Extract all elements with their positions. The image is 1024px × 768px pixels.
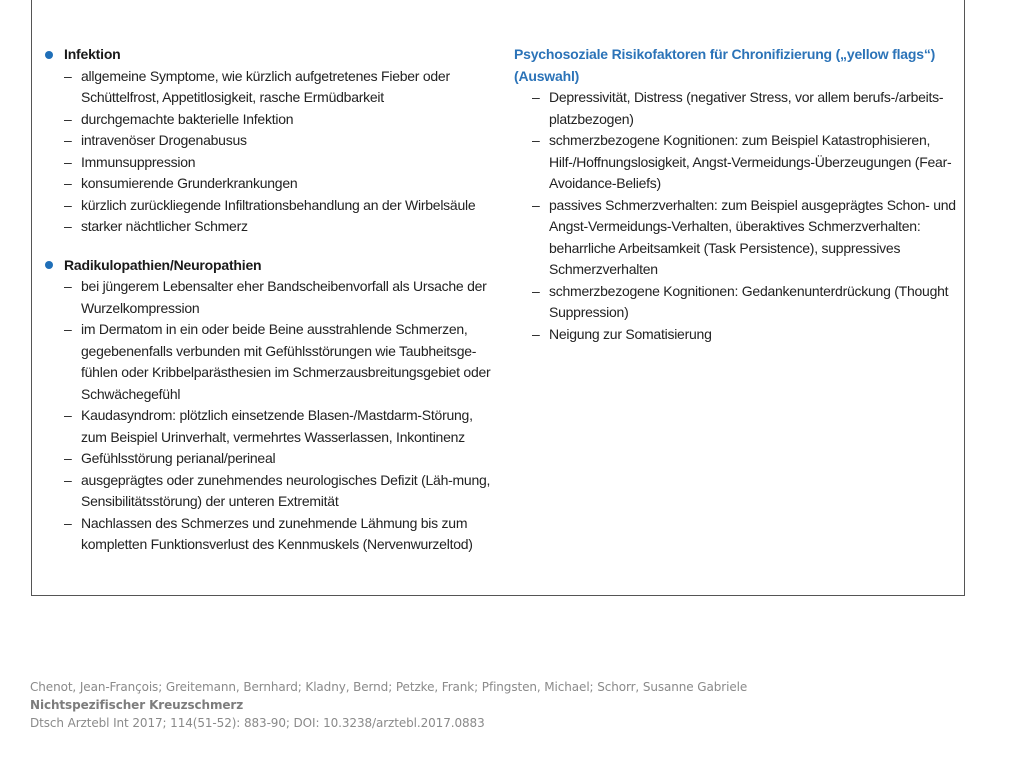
dash-icon: –	[64, 321, 72, 337]
red-flags-column	[43, 44, 493, 573]
section-heading	[43, 255, 493, 277]
list-item: – Gefühlsstörung perianal/perineal	[43, 448, 493, 470]
section-radikulopathien	[43, 255, 493, 556]
citation-title: Nichtspezifischer Kreuzschmerz	[30, 698, 244, 712]
dash-icon: –	[64, 407, 72, 423]
list-item: – schmerzbezogene Kognitionen: Gedankenunterdrückung (Thought Suppression)	[514, 281, 959, 324]
bullet-icon	[45, 51, 53, 59]
list-item: – starker nächtlicher Schmerz	[43, 216, 493, 238]
dash-icon: –	[64, 110, 72, 127]
dash-icon: –	[532, 282, 540, 299]
dash-icon: –	[532, 89, 540, 105]
list-item: – Depressivität, Distress (negativer Stress, vor allem berufs-/arbeits-platzbezogen)	[514, 87, 959, 130]
dash-icon: –	[64, 196, 72, 213]
dash-icon: –	[532, 325, 540, 342]
section-heading-text: Radikulopathien/Neuropathien	[64, 256, 262, 273]
yellow-flags-column	[514, 44, 959, 345]
dash-icon: –	[64, 450, 72, 466]
list-item: – kürzlich zurückliegende Infiltrationsbehandlung an der Wirbelsäule	[43, 195, 493, 217]
dash-icon: –	[64, 153, 72, 170]
bullet-icon	[45, 261, 53, 269]
list-item: – durchgemachte bakterielle Infektion	[43, 109, 493, 131]
citation-source: Dtsch Arztebl Int 2017; 114(51-52): 883-90; DOI: 10.3238/arztebl.2017.0883	[30, 716, 485, 730]
list-item: – Immunsuppression	[43, 152, 493, 174]
list-item: – allgemeine Symptome, wie kürzlich aufgetretenes Fieber oder Schüttelfrost, Appetitlosigkeit, rasche Ermüdbarkeit	[43, 66, 493, 109]
dash-icon: –	[64, 514, 72, 531]
dash-icon: –	[64, 218, 72, 234]
yellow-flags-heading: Psychosoziale Risikofaktoren für Chronifizierung („yellow flags“) (Auswahl)	[514, 46, 936, 84]
list-item: – intravenöser Drogenabusus	[43, 130, 493, 152]
dash-icon: –	[64, 175, 72, 191]
list-item: – schmerzbezogene Kognitionen: zum Beispiel Katastrophisieren, Hilf-/Hoffnungslosigkeit, Angst-Vermeidungs-Überzeugungen (Fear-Avoidance-Beliefs)	[514, 130, 959, 195]
dash-icon: –	[64, 67, 72, 84]
list-item: – passives Schmerzverhalten: zum Beispiel ausgeprägtes Schon- und Angst-Vermeidungs-Verhalten, überaktives Schmerzverhalten: beharrliche Arbeitsamkeit (Task Persistence), suppressives Schmerzverhalten	[514, 195, 959, 281]
list-item: – konsumierende Grunderkrankungen	[43, 173, 493, 195]
list-item: – Nachlassen des Schmerzes und zunehmende Lähmung bis zum kompletten Funktionsverlust des Kennmuskels (Nervenwurzeltod)	[43, 513, 493, 556]
section-infektion	[43, 44, 493, 238]
citation	[30, 678, 747, 732]
section-heading-text: Infektion	[64, 46, 121, 62]
dash-icon: –	[64, 132, 72, 148]
list-item: – im Dermatom in ein oder beide Beine ausstrahlende Schmerzen, gegebenenfalls verbunden mit Gefühlsstörungen wie Taubheitsge-fühlen oder Kribbelparästhesien im Schmerzausbreitungsgebiet oder Schwächegefühl	[43, 319, 493, 405]
dash-icon: –	[64, 278, 72, 294]
dash-icon: –	[532, 196, 540, 213]
section-heading	[43, 44, 493, 66]
list-item: – Kaudasyndrom: plötzlich einsetzende Blasen-/Mastdarm-Störung, zum Beispiel Urinverhalt, vermehrtes Wasserlassen, Inkontinenz	[43, 405, 493, 448]
citation-authors: Chenot, Jean-François; Greitemann, Bernhard; Kladny, Bernd; Petzke, Frank; Pfingsten, Michael; Schorr, Susanne Gabriele	[30, 680, 748, 694]
dash-icon: –	[64, 471, 72, 488]
list-item: – Neigung zur Somatisierung	[514, 324, 959, 346]
list-item: – ausgeprägtes oder zunehmendes neurologisches Defizit (Läh-mung, Sensibilitätsstörung) der unteren Extremität	[43, 470, 493, 513]
dash-icon: –	[532, 132, 540, 148]
list-item: – bei jüngerem Lebensalter eher Bandscheibenvorfall als Ursache der Wurzelkompression	[43, 276, 493, 319]
